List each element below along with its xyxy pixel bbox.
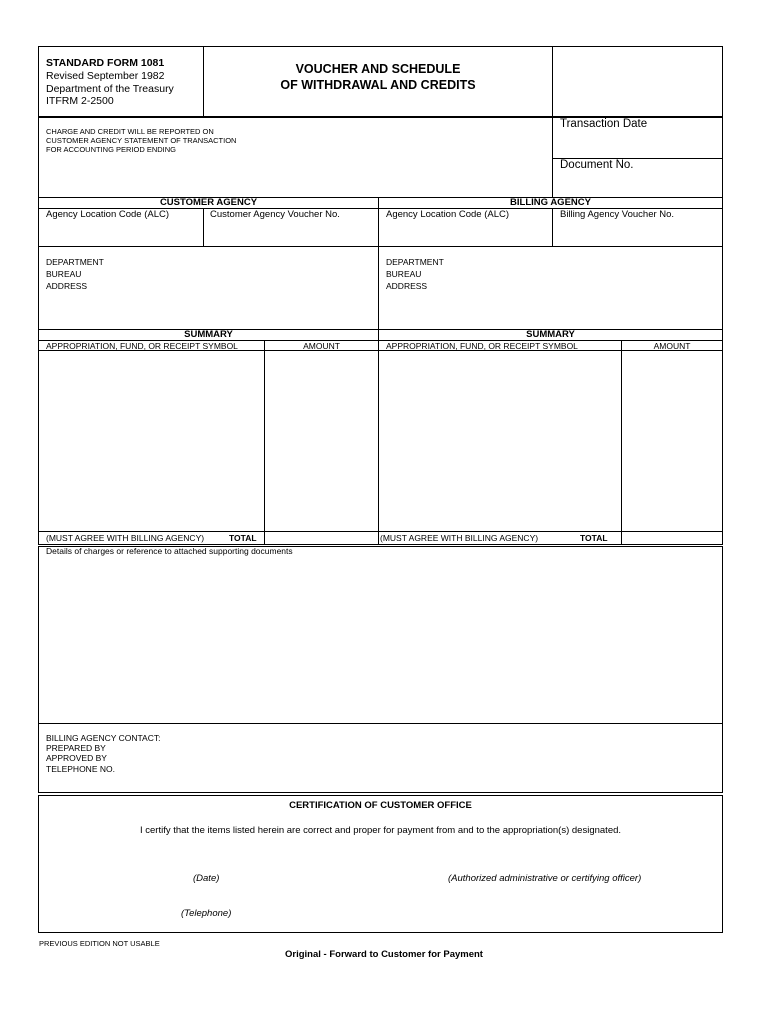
- customer-alc-field[interactable]: [39, 221, 202, 245]
- header-blank-field[interactable]: [553, 47, 722, 116]
- billing-bureau-label: BUREAU: [386, 269, 422, 279]
- billing-address-field[interactable]: [450, 255, 720, 325]
- details-field[interactable]: [39, 558, 722, 722]
- customer-address-label: ADDRESS: [46, 281, 88, 291]
- approved-by-label: APPROVED BY: [46, 753, 107, 763]
- form-revised: Revised September 1982: [46, 70, 165, 82]
- billing-must-agree-label: (MUST AGREE WITH BILLING AGENCY): [380, 533, 539, 543]
- charge-note-line1: CHARGE AND CREDIT WILL BE REPORTED ON: [46, 127, 214, 136]
- customer-must-agree-label: (MUST AGREE WITH BILLING AGENCY): [46, 533, 205, 543]
- customer-total-label: TOTAL: [229, 533, 257, 543]
- billing-alc-field[interactable]: [379, 221, 551, 245]
- billing-department-label: DEPARTMENT: [386, 257, 444, 267]
- billing-amount-header: AMOUNT: [653, 341, 691, 351]
- form-itfrm: ITFRM 2-2500: [46, 95, 114, 107]
- prepared-by-label: PREPARED BY: [46, 743, 106, 753]
- transaction-date-field[interactable]: [553, 132, 722, 157]
- billing-agency-heading: BILLING AGENCY: [510, 197, 591, 208]
- previous-edition-note: PREVIOUS EDITION NOT USABLE: [39, 939, 160, 948]
- billing-amount-field[interactable]: [622, 352, 722, 530]
- billing-total-field[interactable]: [622, 532, 722, 544]
- transaction-date-label: Transaction Date: [560, 118, 648, 130]
- form-name: STANDARD FORM 1081: [46, 57, 165, 69]
- certification-date-label: (Date): [193, 873, 220, 884]
- customer-agency-heading: CUSTOMER AGENCY: [159, 197, 258, 208]
- customer-address-field[interactable]: [110, 255, 376, 325]
- customer-appropriation-field[interactable]: [39, 352, 263, 530]
- certification-officer-field[interactable]: [420, 850, 680, 870]
- customer-bureau-label: BUREAU: [46, 269, 82, 279]
- billing-address-label: ADDRESS: [386, 281, 428, 291]
- original-forward-note: Original - Forward to Customer for Payment: [285, 949, 483, 960]
- certification-telephone-field[interactable]: [140, 886, 300, 906]
- customer-alc-label: Agency Location Code (ALC): [46, 209, 170, 220]
- charge-note-line2: CUSTOMER AGENCY STATEMENT OF TRANSACTION: [46, 136, 237, 145]
- billing-appropriation-header: APPROPRIATION, FUND, OR RECEIPT SYMBOL: [386, 341, 578, 351]
- billing-summary-heading: SUMMARY: [526, 329, 575, 340]
- customer-voucher-label: Customer Agency Voucher No.: [210, 209, 340, 220]
- certification-officer-label: (Authorized administrative or certifying officer): [448, 873, 642, 884]
- billing-alc-label: Agency Location Code (ALC): [386, 209, 510, 220]
- billing-contact-label: BILLING AGENCY CONTACT:: [46, 733, 161, 743]
- details-label: Details of charges or reference to attached supporting documents: [46, 546, 293, 556]
- form-title-line2: OF WITHDRAWAL AND CREDITS: [280, 78, 476, 92]
- telephone-no-label: TELEPHONE NO.: [46, 764, 115, 774]
- customer-amount-header: AMOUNT: [303, 341, 340, 351]
- customer-amount-field[interactable]: [265, 352, 377, 530]
- customer-voucher-field[interactable]: [204, 221, 377, 245]
- contact-field[interactable]: [130, 731, 720, 789]
- customer-department-label: DEPARTMENT: [46, 257, 104, 267]
- document-no-label: Document No.: [560, 159, 634, 171]
- billing-total-label: TOTAL: [580, 533, 608, 543]
- form-department: Department of the Treasury: [46, 83, 174, 95]
- customer-appropriation-header: APPROPRIATION, FUND, OR RECEIPT SYMBOL: [46, 341, 238, 351]
- form-title-line1: VOUCHER AND SCHEDULE: [295, 62, 461, 76]
- billing-voucher-field[interactable]: [553, 221, 722, 245]
- certification-heading: CERTIFICATION OF CUSTOMER OFFICE: [289, 800, 472, 811]
- billing-appropriation-field[interactable]: [379, 352, 620, 530]
- billing-voucher-label: Billing Agency Voucher No.: [560, 209, 675, 220]
- certification-statement: I certify that the items listed herein are correct and proper for payment from and to the appropriation(s) designated.: [139, 825, 622, 836]
- certification-telephone-label: (Telephone): [181, 908, 232, 919]
- certification-date-field[interactable]: [140, 850, 300, 870]
- agencies-center-divider: [378, 197, 379, 330]
- document-no-field[interactable]: [553, 173, 722, 197]
- agency-code-separator: [38, 246, 723, 247]
- customer-summary-heading: SUMMARY: [184, 329, 233, 340]
- charge-note-line3: FOR ACCOUNTING PERIOD ENDING: [46, 145, 177, 154]
- customer-total-field[interactable]: [265, 532, 377, 544]
